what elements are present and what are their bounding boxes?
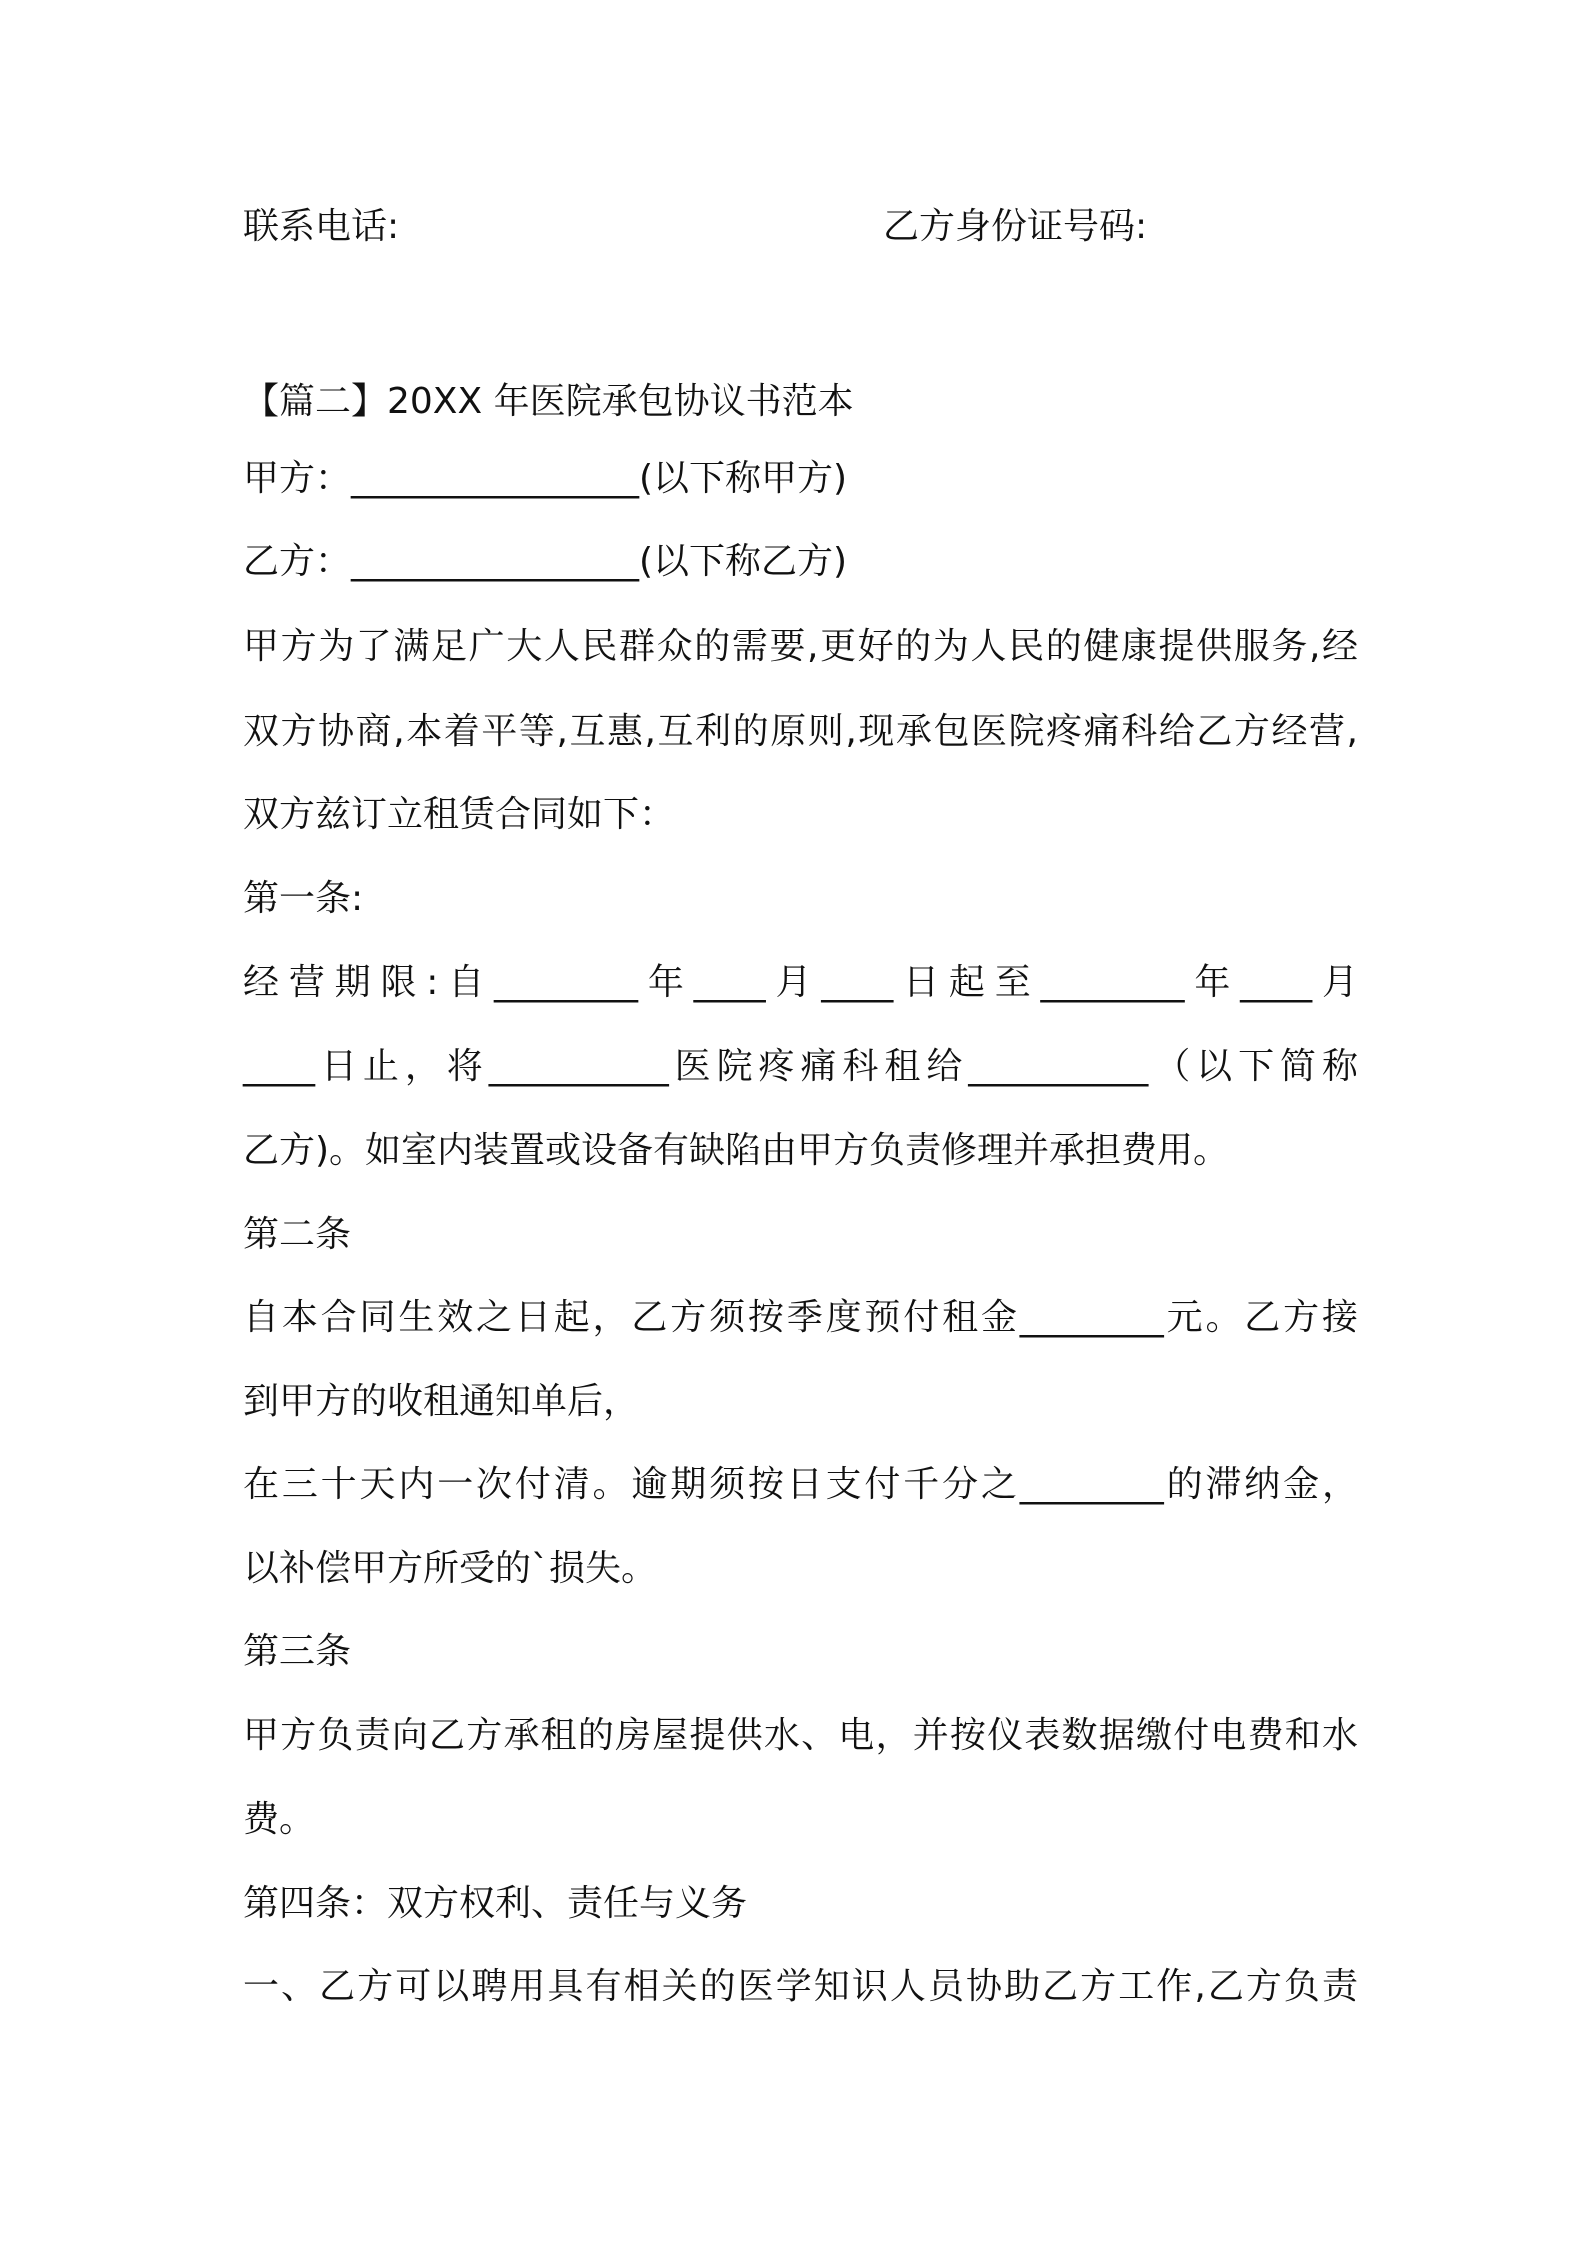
article-2-line-3: 在三十天内一次付清。逾期须按日支付千分之________的滞纳金， xyxy=(243,1464,1358,1505)
article-1-line-1: 经营期限:自________年____月____日起至________年____月 xyxy=(243,962,1358,1003)
article-3-title: 第三条 xyxy=(243,1631,352,1672)
article-1-line-3: 乙方)。如室内装置或设备有缺陷由甲方负责修理并承担费用。 xyxy=(243,1130,1230,1171)
article-3-line-1: 甲方负责向乙方承租的房屋提供水、电，并按仪表数据缴付电费和水 xyxy=(243,1715,1358,1756)
article-2-line-4: 以补偿甲方所受的`损失。 xyxy=(243,1548,658,1589)
party-b-line: 乙方：________________(以下称乙方) xyxy=(243,541,848,582)
intro-line-2: 双方协商,本着平等,互惠,互利的原则,现承包医院疼痛科给乙方经营, xyxy=(243,711,1358,752)
article-3-line-2: 费。 xyxy=(243,1799,316,1840)
party-b-id-label: 乙方身份证号码: xyxy=(883,206,1148,247)
intro-line-3: 双方兹订立租赁合同如下： xyxy=(243,794,676,835)
party-a-line: 甲方：________________(以下称甲方) xyxy=(243,458,848,499)
article-2-title: 第二条 xyxy=(243,1214,352,1255)
article-2-line-1: 自本合同生效之日起，乙方须按季度预付租金________元。乙方接 xyxy=(243,1297,1358,1338)
article-1-title: 第一条: xyxy=(243,878,364,919)
section-title: 【篇二】20XX 年医院承包协议书范本 xyxy=(243,381,854,422)
article-1-line-2: ____日止，将__________医院疼痛科租给__________（以下简称 xyxy=(243,1046,1358,1087)
article-4-title: 第四条：双方权利、责任与义务 xyxy=(243,1883,748,1924)
article-2-line-2: 到甲方的收租通知单后， xyxy=(243,1381,640,1422)
contact-phone-label: 联系电话: xyxy=(243,206,400,247)
article-4-line-1: 一、乙方可以聘用具有相关的医学知识人员协助乙方工作,乙方负责 xyxy=(243,1966,1358,2007)
intro-line-1: 甲方为了满足广大人民群众的需要,更好的为人民的健康提供服务,经 xyxy=(243,626,1358,667)
